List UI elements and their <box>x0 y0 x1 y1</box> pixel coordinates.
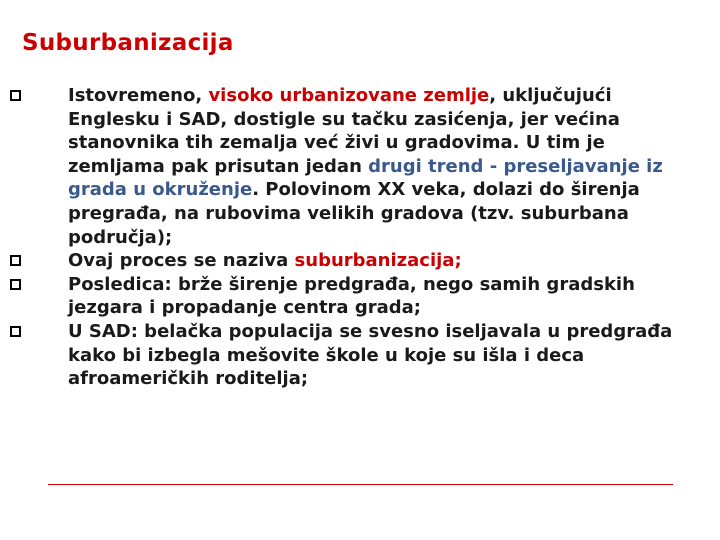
bullet-text-segment: U SAD: belačka populacija se svesno iseljavala u predgrađa kako bi izbegla mešovite škole u koje su išla i deca afroameričkih roditelja; <box>68 320 673 390</box>
hollow-square-bullet-icon <box>10 90 21 101</box>
bullet-item <box>10 84 700 249</box>
slide-title: Suburbanizacija <box>22 30 234 56</box>
bullet-text-segment: , uključujući Englesku i SAD, dostigle su tačku zasićenja, jer većina stanovnika tih zemalja već živi u gradovima. U tim je zemljama pak prisutan jedan <box>68 85 620 177</box>
bullet-item <box>10 249 700 273</box>
bullet-text-segment: drugi trend - preseljavanje iz grada u okruženje <box>68 155 663 201</box>
footer-divider <box>48 484 673 485</box>
bullet-text-segment: . Polovinom XX veka, dolazi do širenja pregrađa, na rubovima velikih gradova (tzv. suburbana područja); <box>68 179 640 248</box>
bullet-text-segment: Ovaj proces se naziva <box>68 250 295 272</box>
hollow-square-bullet-icon <box>10 279 21 290</box>
bullet-item <box>10 273 700 320</box>
bullet-item <box>10 320 700 391</box>
hollow-square-bullet-icon <box>10 326 21 337</box>
hollow-square-bullet-icon <box>10 255 21 266</box>
bullet-text-segment: Istovremeno, <box>68 85 209 106</box>
bullet-list <box>10 84 700 391</box>
bullet-text-segment: Posledica: brže širenje predgrađa, nego samih gradskih jezgara i propadanje centra grada; <box>68 273 635 319</box>
bullet-text-segment: visoko urbanizovane zemlje <box>208 85 490 106</box>
bullet-text-segment: suburbanizacija; <box>294 250 462 272</box>
